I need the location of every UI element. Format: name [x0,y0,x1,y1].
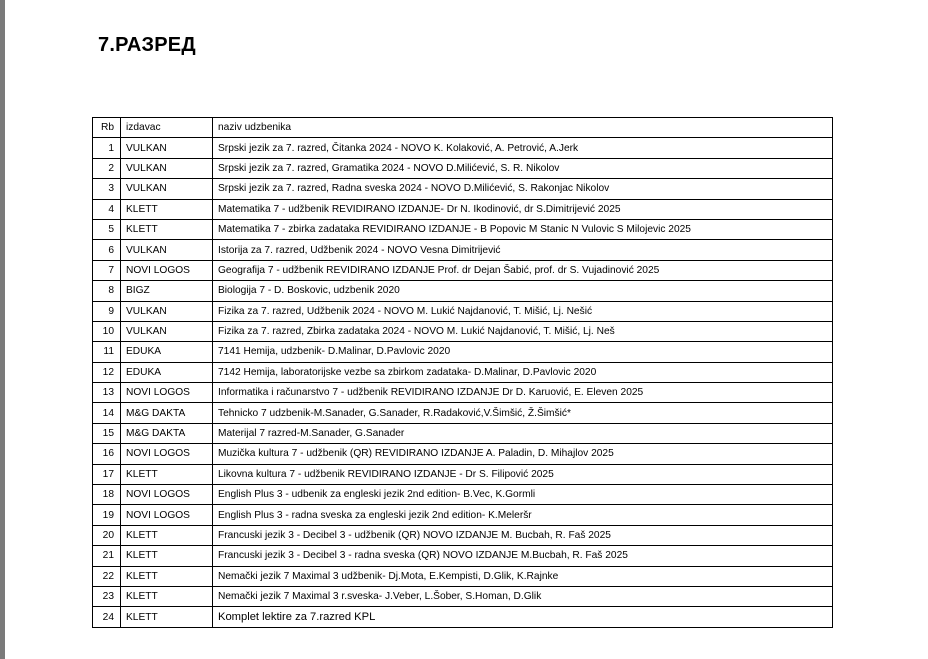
row-number-cell: 17 [93,464,121,484]
table-row [93,586,833,606]
textbook-name-cell: Srpski jezik za 7. razred, Gramatika 2024 - NOVO D.Milićević, S. R. Nikolov [213,158,833,178]
table-row [93,444,833,464]
table-row [93,362,833,382]
textbook-name-cell: Biologija 7 - D. Boskovic, udzbenik 2020 [213,281,833,301]
textbook-name-cell: Istorija za 7. razred, Udžbenik 2024 - NOVO Vesna Dimitrijević [213,240,833,260]
publisher-cell: M&G DAKTA [121,403,213,423]
row-number-cell: 16 [93,444,121,464]
table-row [93,403,833,423]
page-left-edge [0,0,5,659]
row-number-cell: 7 [93,260,121,280]
row-number-cell: 14 [93,403,121,423]
table-row [93,525,833,545]
textbook-name-cell: Matematika 7 - udžbenik REVIDIRANO IZDANJE- Dr N. Ikodinović, dr S.Dimitrijević 2025 [213,199,833,219]
textbook-name-cell: Materijal 7 razred-M.Sanader, G.Sanader [213,423,833,443]
publisher-cell: VULKAN [121,179,213,199]
publisher-cell: KLETT [121,586,213,606]
header-publisher: izdavac [121,118,213,138]
row-number-cell: 24 [93,607,121,627]
textbook-name-cell: Nemački jezik 7 Maximal 3 udžbenik- Dj.Mota, E.Kempisti, D.Glik, K.Rajnke [213,566,833,586]
textbook-name-cell: Komplet lektire za 7.razred KPL [213,607,833,627]
table-row [93,464,833,484]
textbook-name-cell: 7141 Hemija, udzbenik- D.Malinar, D.Pavlovic 2020 [213,342,833,362]
textbook-name-cell: Muzička kultura 7 - udžbenik (QR) REVIDIRANO IZDANJE A. Paladin, D. Mihajlov 2025 [213,444,833,464]
table-row [93,423,833,443]
textbook-name-cell: Likovna kultura 7 - udžbenik REVIDIRANO IZDANJE - Dr S. Filipović 2025 [213,464,833,484]
row-number-cell: 22 [93,566,121,586]
textbook-name-cell: Informatika i računarstvo 7 - udžbenik REVIDIRANO IZDANJE Dr D. Karuović, E. Eleven 2025 [213,383,833,403]
textbook-table [92,117,833,628]
row-number-cell: 23 [93,586,121,606]
publisher-cell: M&G DAKTA [121,423,213,443]
table-row [93,260,833,280]
row-number-cell: 1 [93,138,121,158]
table-row [93,383,833,403]
publisher-cell: VULKAN [121,138,213,158]
textbook-name-cell: 7142 Hemija, laboratorijske vezbe sa zbirkom zadataka- D.Malinar, D.Pavlovic 2020 [213,362,833,382]
textbook-name-cell: Matematika 7 - zbirka zadataka REVIDIRANO IZDANJE - B Popovic M Stanic N Vulovic S Milojevic 2025 [213,219,833,239]
publisher-cell: VULKAN [121,158,213,178]
publisher-cell: KLETT [121,525,213,545]
table-row [93,240,833,260]
table-row [93,321,833,341]
table-row [93,158,833,178]
publisher-cell: NOVI LOGOS [121,485,213,505]
header-name: naziv udzbenika [213,118,833,138]
publisher-cell: NOVI LOGOS [121,383,213,403]
table-row [93,179,833,199]
row-number-cell: 18 [93,485,121,505]
row-number-cell: 12 [93,362,121,382]
publisher-cell: KLETT [121,607,213,627]
textbook-name-cell: Srpski jezik za 7. razred, Radna sveska 2024 - NOVO D.Milićević, S. Rakonjac Nikolov [213,179,833,199]
table-row [93,301,833,321]
table-row [93,219,833,239]
textbook-name-cell: Srpski jezik za 7. razred, Čitanka 2024 - NOVO K. Kolaković, A. Petrović, A.Jerk [213,138,833,158]
row-number-cell: 20 [93,525,121,545]
row-number-cell: 11 [93,342,121,362]
publisher-cell: NOVI LOGOS [121,260,213,280]
row-number-cell: 9 [93,301,121,321]
table-row [93,138,833,158]
table-header-row [93,118,833,138]
publisher-cell: VULKAN [121,240,213,260]
row-number-cell: 5 [93,219,121,239]
textbook-name-cell: English Plus 3 - udbenik za engleski jezik 2nd edition- B.Vec, K.Gormli [213,485,833,505]
publisher-cell: EDUKA [121,362,213,382]
table-row [93,505,833,525]
row-number-cell: 6 [93,240,121,260]
row-number-cell: 8 [93,281,121,301]
textbook-name-cell: Tehnicko 7 udzbenik-M.Sanader, G.Sanader, R.Radaković,V.Šimšić, Ž.Šimšić* [213,403,833,423]
publisher-cell: VULKAN [121,301,213,321]
publisher-cell: EDUKA [121,342,213,362]
publisher-cell: KLETT [121,546,213,566]
row-number-cell: 15 [93,423,121,443]
textbook-name-cell: Nemački jezik 7 Maximal 3 r.sveska- J.Veber, L.Šober, S.Homan, D.Glik [213,586,833,606]
textbook-name-cell: Fizika za 7. razred, Zbirka zadataka 2024 - NOVO M. Lukić Najdanović, T. Mišić, Lj. Neš [213,321,833,341]
publisher-cell: KLETT [121,566,213,586]
table-row [93,281,833,301]
textbook-name-cell: English Plus 3 - radna sveska za engleski jezik 2nd edition- K.Meleršr [213,505,833,525]
page-title: 7.РАЗРЕД [98,34,196,56]
publisher-cell: KLETT [121,199,213,219]
row-number-cell: 4 [93,199,121,219]
textbook-name-cell: Francuski jezik 3 - Decibel 3 - udžbenik (QR) NOVO IZDANJE M. Bucbah, R. Faš 2025 [213,525,833,545]
row-number-cell: 21 [93,546,121,566]
publisher-cell: BIGZ [121,281,213,301]
textbook-name-cell: Francuski jezik 3 - Decibel 3 - radna sveska (QR) NOVO IZDANJE M.Bucbah, R. Faš 2025 [213,546,833,566]
row-number-cell: 10 [93,321,121,341]
table-row [93,566,833,586]
publisher-cell: NOVI LOGOS [121,505,213,525]
row-number-cell: 3 [93,179,121,199]
row-number-cell: 13 [93,383,121,403]
publisher-cell: NOVI LOGOS [121,444,213,464]
row-number-cell: 19 [93,505,121,525]
table-row [93,485,833,505]
row-number-cell: 2 [93,158,121,178]
table-row [93,546,833,566]
textbook-name-cell: Geografija 7 - udžbenik REVIDIRANO IZDANJE Prof. dr Dejan Šabić, prof. dr S. Vujadinović 2025 [213,260,833,280]
publisher-cell: KLETT [121,464,213,484]
table-row [93,607,833,627]
textbook-name-cell: Fizika za 7. razred, Udžbenik 2024 - NOVO M. Lukić Najdanović, T. Mišić, Lj. Nešić [213,301,833,321]
publisher-cell: KLETT [121,219,213,239]
publisher-cell: VULKAN [121,321,213,341]
table-row [93,342,833,362]
table-row [93,199,833,219]
header-rb: Rb [93,118,121,138]
